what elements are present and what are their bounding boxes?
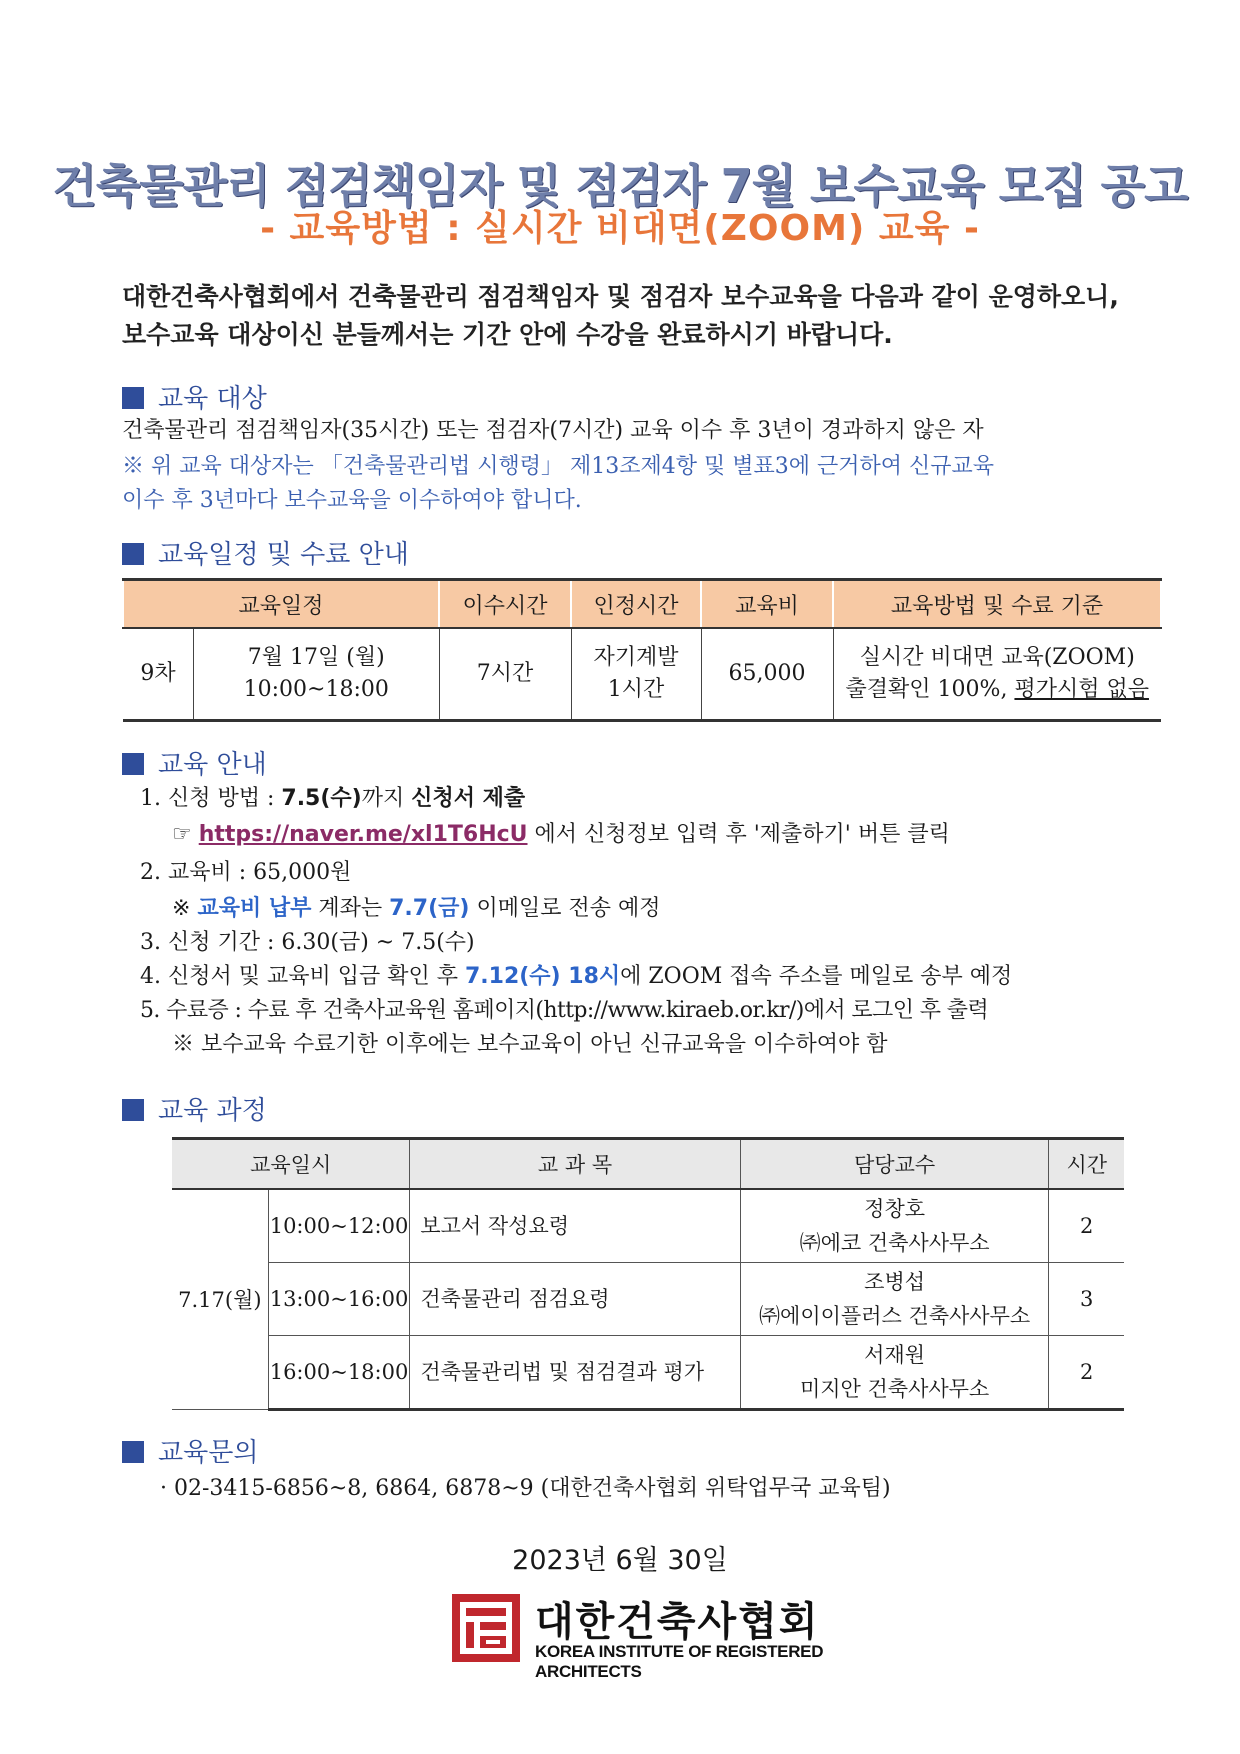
guide-item-4-a: 4. 신청서 및 교육비 입금 확인 후 bbox=[140, 964, 465, 989]
notice-title: 건축물관리 점검책임자 및 점검자 7월 보수교육 모집 공고 bbox=[52, 159, 1188, 213]
no-exam-text: 평가시험 없음 bbox=[1014, 677, 1149, 702]
guide-item-4-c: 에 ZOOM 접속 주소를 메일로 송부 예정 bbox=[620, 964, 1013, 989]
table-row bbox=[172, 1263, 1124, 1336]
org-emblem-icon bbox=[450, 1592, 522, 1664]
target-note-line-2: 이수 후 3년마다 보수교육을 이수하여야 합니다. bbox=[122, 488, 582, 513]
notice-subtitle: - 교육방법 : 실시간 비대면(ZOOM) 교육 - bbox=[260, 208, 980, 249]
credit-line-2: 1시간 bbox=[607, 677, 665, 702]
section-target-label: 교육 대상 bbox=[158, 384, 267, 414]
professor-name: 조병섭 bbox=[864, 1270, 926, 1294]
square-bullet-icon bbox=[122, 1099, 144, 1121]
table-row bbox=[172, 1189, 1124, 1263]
pointing-hand-icon: ☞ bbox=[172, 822, 199, 847]
header-datetime: 교육일시 bbox=[172, 1139, 410, 1190]
session-cell: 9차 bbox=[123, 628, 194, 721]
course-header-row bbox=[172, 1139, 1124, 1190]
guide-item-1-prefix: 1. 신청 방법 : bbox=[140, 786, 282, 811]
intro-line-2: 보수교육 대상이신 분들께서는 기간 안에 수강을 완료하시기 바랍니다. bbox=[122, 320, 893, 349]
course-table bbox=[172, 1137, 1124, 1411]
section-schedule-label: 교육일정 및 수료 안내 bbox=[158, 540, 409, 570]
guide-item-2-note-end: 이메일로 전송 예정 bbox=[469, 896, 661, 921]
schedule-header-row bbox=[123, 580, 1161, 629]
course-date-cell: 7.17(월) bbox=[172, 1189, 268, 1410]
org-name: 대한건축사협회 bbox=[535, 1599, 820, 1645]
professor-office: ㈜에이이플러스 건축사사무소 bbox=[759, 1304, 1031, 1328]
issue-date: 2023년 6월 30일 bbox=[512, 1545, 728, 1576]
header-fee: 교육비 bbox=[701, 580, 833, 629]
guide-item-1 bbox=[140, 782, 1180, 816]
schedule-table bbox=[122, 578, 1162, 722]
course-hours-cell: 3 bbox=[1049, 1263, 1124, 1336]
course-subject-cell: 보고서 작성요령 bbox=[410, 1189, 740, 1263]
square-bullet-icon bbox=[122, 543, 144, 565]
intro-line-1: 대한건축사협회에서 건축물관리 점검책임자 및 점검자 보수교육을 다음과 같이 운영하오니, bbox=[122, 282, 1119, 311]
course-hours-cell: 2 bbox=[1049, 1336, 1124, 1410]
guide-item-5-note: ※ 보수교육 수료기한 이후에는 보수교육이 아닌 신규교육을 이수하여야 함 bbox=[172, 1032, 888, 1057]
fee-payment-date: 7.7(금) bbox=[389, 896, 470, 921]
course-time-cell: 13:00~16:00 bbox=[268, 1263, 410, 1336]
target-note-line-1: ※ 위 교육 대상자는 「건축물관리법 시행령」 제13조제4항 및 별표3에 근거하여 신규교육 bbox=[122, 454, 994, 479]
table-row bbox=[172, 1336, 1124, 1410]
zoom-mail-date: 7.12(수) 18시 bbox=[464, 964, 621, 989]
guide-item-4 bbox=[140, 960, 1200, 994]
schedule-row bbox=[123, 628, 1161, 721]
course-subject-cell: 건축물관리 점검요령 bbox=[410, 1263, 740, 1336]
guide-item-1-link-suffix: 에서 신청정보 입력 후 '제출하기' 버튼 클릭 bbox=[527, 822, 950, 847]
contact-text: · 02-3415-6856~8, 6864, 6878~9 (대한건축사협회 위탁업무국 교육팀) bbox=[160, 1476, 891, 1501]
guide-item-3: 3. 신청 기간 : 6.30(금) ~ 7.5(수) bbox=[140, 930, 475, 955]
header-subject: 교 과 목 bbox=[410, 1139, 740, 1190]
note-mark: ※ bbox=[172, 896, 198, 921]
course-hours-cell: 2 bbox=[1049, 1189, 1124, 1263]
course-professor-cell bbox=[740, 1189, 1049, 1263]
section-course-heading bbox=[122, 1090, 267, 1127]
section-target-heading bbox=[122, 378, 267, 415]
square-bullet-icon bbox=[122, 753, 144, 775]
header-time: 시간 bbox=[1049, 1139, 1124, 1190]
date-text: 7월 17일 (월) bbox=[247, 645, 385, 670]
course-subject-cell: 건축물관리법 및 점검결과 평가 bbox=[410, 1336, 740, 1410]
square-bullet-icon bbox=[122, 1441, 144, 1463]
guide-item-1-bold: 신청서 제출 bbox=[411, 786, 526, 811]
method-cell bbox=[833, 628, 1161, 721]
header-professor: 담당교수 bbox=[740, 1139, 1049, 1190]
credit-line-1: 자기계발 bbox=[593, 645, 679, 670]
org-name-en: KOREA INSTITUTE OF REGISTERED ARCHITECTS bbox=[535, 1642, 824, 1681]
credit-cell bbox=[571, 628, 701, 721]
guide-item-5: 5. 수료증 : 수료 후 건축사교육원 홈페이지(http://www.kiraeb.or.kr/)에서 로그인 후 출력 bbox=[140, 998, 989, 1023]
professor-office: ㈜에코 건축사사무소 bbox=[799, 1231, 990, 1255]
section-course-label: 교육 과정 bbox=[158, 1096, 267, 1126]
fee-cell: 65,000 bbox=[701, 628, 833, 721]
section-guide-heading bbox=[122, 744, 267, 781]
time-text: 10:00~18:00 bbox=[243, 677, 389, 702]
hours-cell: 7시간 bbox=[439, 628, 571, 721]
guide-item-2-note bbox=[172, 892, 1182, 926]
header-hours: 이수시간 bbox=[439, 580, 571, 629]
method-line-2 bbox=[835, 674, 1161, 706]
application-link[interactable]: https://naver.me/xl1T6HcU bbox=[198, 822, 528, 847]
section-contact-heading bbox=[122, 1432, 258, 1469]
course-professor-cell bbox=[740, 1263, 1049, 1336]
section-contact-label: 교육문의 bbox=[158, 1438, 259, 1468]
header-method: 교육방법 및 수료 기준 bbox=[833, 580, 1161, 629]
professor-name: 정창호 bbox=[864, 1197, 926, 1221]
square-bullet-icon bbox=[122, 387, 144, 409]
guide-item-1-date: 7.5(수) bbox=[281, 786, 362, 811]
fee-payment-text: 교육비 납부 bbox=[197, 896, 312, 921]
section-guide-label: 교육 안내 bbox=[158, 750, 267, 780]
professor-office: 미지안 건축사사무소 bbox=[799, 1377, 990, 1401]
course-professor-cell bbox=[740, 1336, 1049, 1410]
org-logo bbox=[450, 1590, 850, 1681]
method-line-1: 실시간 비대면 교육(ZOOM) bbox=[859, 645, 1135, 670]
date-cell bbox=[194, 628, 440, 721]
section-schedule-heading bbox=[122, 534, 409, 571]
header-credit: 인정시간 bbox=[571, 580, 701, 629]
attendance-text: 출결확인 100%, bbox=[845, 677, 1015, 702]
course-time-cell: 16:00~18:00 bbox=[268, 1336, 410, 1410]
guide-item-2-note-mid: 계좌는 bbox=[311, 896, 390, 921]
intro-paragraph bbox=[122, 278, 1182, 354]
header-schedule: 교육일정 bbox=[123, 580, 439, 629]
guide-item-1-mid: 까지 bbox=[361, 786, 412, 811]
guide-item-1-link-line bbox=[172, 818, 1182, 852]
target-text: 건축물관리 점검책임자(35시간) 또는 점검자(7시간) 교육 이수 후 3년이 경과하지 않은 자 bbox=[122, 418, 984, 443]
guide-item-2: 2. 교육비 : 65,000원 bbox=[140, 860, 352, 885]
professor-name: 서재원 bbox=[864, 1343, 926, 1367]
course-time-cell: 10:00~12:00 bbox=[268, 1189, 410, 1263]
